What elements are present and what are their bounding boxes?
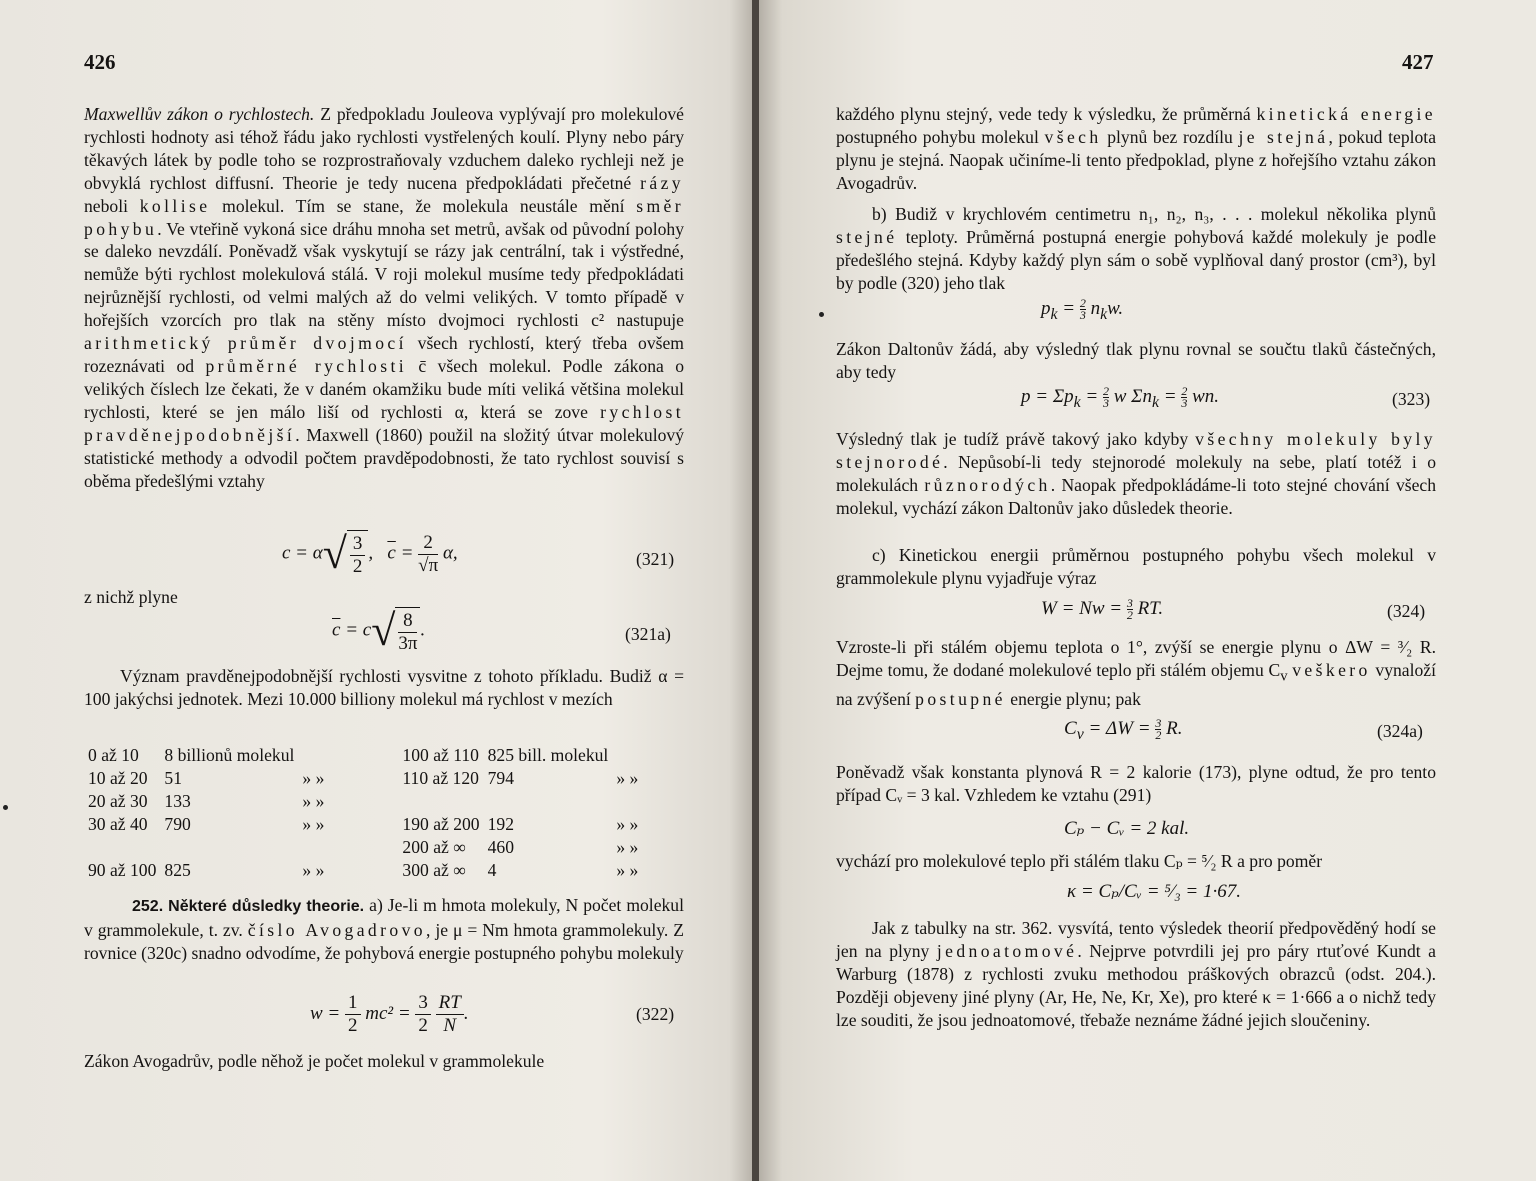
spaced-term: rychlost pravděnejpodobnější	[84, 401, 684, 445]
table-cell: 192	[487, 814, 514, 834]
spaced-term: kollise	[139, 195, 211, 216]
dalton-setup-paragraph	[836, 203, 1436, 295]
spaced-term: různorodých	[924, 474, 1051, 495]
equation-322: w = $\frac{1}{2}$ mc² = $\frac{3}{2}$ $\frac{RT}{N}$ .	[310, 992, 469, 1036]
equation-label: (321)	[636, 549, 675, 569]
spaced-term: je stejná	[1238, 126, 1329, 147]
margin-dot	[3, 805, 8, 810]
table-cell: » »	[302, 814, 325, 834]
page-number: 426	[84, 50, 116, 74]
table-cell: 794	[487, 768, 514, 788]
table-cell	[342, 790, 483, 813]
table-cell: » »	[302, 791, 325, 811]
paragraph-intro: Maxwellův zákon o rychlostech.	[84, 104, 315, 124]
monatomic-paragraph	[836, 917, 1436, 1032]
table-row	[84, 790, 656, 813]
text-run: energie plynu; pak	[1005, 689, 1141, 710]
table-cell	[84, 836, 160, 859]
text-run: Jak z tabulky na str. 362. vysvítá, tento výsledek theorií předpověděný hodí se jen na plyny	[836, 918, 1436, 961]
equation-321: c = α√ $\frac{3}{2}$ , $\overline{c}$ = $\frac{2}{√\pi}$ α,	[282, 529, 458, 578]
spaced-term: směr pohybu	[84, 195, 685, 239]
avogadro-paragraph	[836, 103, 1436, 195]
resultant-pressure-paragraph	[836, 428, 1436, 520]
table-cell: 0 až 10	[88, 745, 139, 765]
table-cell	[298, 836, 342, 859]
heat-capacity-paragraph: Vzroste-li při stálém objemu teplota o 1°, zvýší se energie plynu o ΔW = ³⁄₂ R. Dejme tomu, že dodané molekulové teplo při stálém objemu $C_v$ veškero vynaloží na zvýšení postupné energie plynu; pak	[836, 637, 1436, 710]
table-cell: » »	[616, 860, 639, 880]
equation-324a: $C_v = \Delta W$ = $\frac{3}{2}$ R.	[1064, 716, 1183, 743]
text-run: Výsledný tlak je tudíž právě takový jako kdyby	[836, 429, 1196, 449]
spaced-term: rázy	[640, 172, 684, 193]
table-cell: » »	[616, 814, 639, 834]
equation-label: (324a)	[1377, 721, 1423, 741]
table-cell: 300 až ∞	[402, 860, 466, 880]
text-run: Z předpokladu Jouleova vyplývají pro molekulové rychlosti hodnoty asi téhož řádu jako rychlosti vystřelených koulí. Plyny nebo páry těkavých látek by podle toho se rozprostraňovaly vzduchem daleko rychleji než je obvyklá rychlost diffusní. Theorie je tedy nucena předpokládati přečetné	[84, 104, 684, 193]
table-row	[84, 813, 656, 836]
text-run: . Nepůsobí-li tedy stejnorodé molekuly na sebe, platí totéž i o molekulách	[836, 451, 1436, 495]
text-run: . Naopak předpokládáme-li toto stejné chování všech molekul, vychází zákon Daltonův jako důsledek theorie.	[836, 474, 1436, 518]
table-cell: » »	[302, 768, 325, 788]
equation-partial-pressure: $p_k$ = $\frac{2}{3}$ $n_kw$.	[1041, 296, 1124, 323]
right-page	[759, 0, 1536, 1181]
example-paragraph: Význam pravděnejpodobnější rychlosti vysvitne z tohoto příkladu. Budiž α = 100 jakýchsi jednotek. Mezi 10.000 billiony molekul má rychlost v mezích	[84, 666, 684, 709]
text-run: c̄ všech molekul. Podle zákona o velikých číslech lze čekati, že v daném okamžiku bude míti veliká většina molekul rychlosti, které se jen málo liší od rychlosti α, která se zove	[84, 355, 684, 422]
table-cell: 4	[487, 860, 497, 880]
spaced-term: stejné	[836, 226, 898, 247]
text-run: každého plynu stejný, vede tedy k výsledku, že průměrná	[836, 104, 1257, 124]
table-cell	[160, 836, 298, 859]
spaced-term: veškero	[1292, 659, 1371, 680]
table-cell: 460	[487, 837, 514, 857]
table-cell: 51	[164, 768, 182, 788]
equation-323: $p = \Sigma p_k$ = $\frac{2}{3}$ w $\Sigma n_k$ = $\frac{2}{3}$ wn.	[1021, 384, 1219, 411]
section-title: Některé důsledky theorie.	[168, 898, 365, 915]
spaced-term: průměrné rychlosti	[205, 355, 408, 376]
equation-label: (322)	[636, 1004, 675, 1024]
table-cell: » »	[616, 768, 639, 788]
text-run: . Nejprve potvrdili jej pro páry rtuťové Kundt a Warburg (1878) z rychlosti zvuku methodou práškových obrazců (odst. 204.). Později objeveny jiné plyny (Ar, He, Ne, Kr, Xe), pro které κ = 1·666 a o nichž tedy lze souditi, že jsou jednoatomové, třebaže neznáme žádné jejich sloučeniny.	[836, 940, 1436, 1030]
table-cell: 10 až 20	[88, 768, 148, 788]
spaced-term: postupné	[915, 689, 1006, 710]
equation-324: W = Nw = $\frac{3}{2}$ RT.	[1041, 596, 1164, 623]
spaced-term: všech	[1044, 126, 1102, 147]
spaced-term: kinetická energie	[1256, 104, 1436, 124]
equation-label: (323)	[1392, 389, 1431, 409]
maxwell-paragraph	[84, 103, 684, 492]
margin-dot	[819, 312, 824, 317]
book-gutter	[752, 0, 759, 1181]
spaced-term: všechny molekuly byly stejnorodé	[836, 429, 1436, 472]
kinetic-energy-paragraph: c) Kinetickou energii průměrnou postupného pohybu všech molekul v grammolekule plynu vyjadřuje výraz	[836, 545, 1436, 588]
text-run: postupného pohybu molekul	[836, 126, 1045, 147]
text-run: . Ve vteřině vykoná sice dráhu mnoha set metrů, avšak od původní polohy se daleko nevzdálí. Poněvadž však vyskytují se rázy jak centrální, tak i výstředné, nemůže býti rychlost molekulová stálá. V roji molekul musíme tedy předpokládati nejrůznější rychlosti, od velmi malých až do velmi velikých. V tomto případě v hořejších vzorcích pro tlak na stěny místo dvojmoci rychlosti c² nastupuje	[84, 218, 684, 331]
table-cell	[612, 744, 656, 767]
table-row	[84, 836, 656, 859]
equation-321a: $\overline{c} = c√$ $\frac{8}{3\pi}$ .	[332, 606, 426, 655]
text-run: . Maxwell (1860) použil na složitý útvar molekulový statistické methody a odvodil počtem pravděpodobnosti, že tato rychlost souvisí s oběma předešlými vztahy	[84, 424, 684, 491]
table-cell	[612, 790, 656, 813]
table-cell: 8 billionů molekul	[164, 745, 295, 765]
section-252-paragraph	[84, 894, 684, 965]
equation-label: (324)	[1387, 601, 1426, 621]
text-run: neboli	[84, 195, 140, 216]
text-run: molekul. Tím se stane, že molekula neustále mění	[210, 195, 637, 216]
text-run: vynaloží na zvýšení	[836, 659, 1436, 710]
table-cell: 30 až 40	[88, 814, 148, 834]
dalton-paragraph: Zákon Daltonův žádá, aby výsledný tlak plynu rovnal se součtu tlaků částečných, aby tedy	[836, 339, 1436, 382]
page-number: 427	[1402, 50, 1434, 74]
text-run: všech rychlostí, který třeba ovšem rozeznávati od	[84, 333, 684, 376]
table-cell: » »	[616, 837, 639, 857]
table-cell	[298, 744, 342, 767]
table-row	[84, 744, 656, 767]
table-cell: 110 až 120	[402, 768, 479, 788]
ratio-paragraph: vychází pro molekulové teplo při stálém tlaku Cₚ = ⁵⁄₂ R a pro poměr	[836, 851, 1323, 871]
text-run: , je μ = Nm hmota grammolekuly. Z rovnice (320c) snadno odvodíme, že pohybová energie postupného pohybu molekuly	[84, 919, 685, 963]
spaced-term: arithmetický průměr dvojmocí	[84, 333, 407, 354]
spaced-term: jednoatomové	[936, 940, 1078, 961]
text-run: b) Budiž v krychlovém centimetru n₁, n₂, n₃, . . . molekul několika plynů	[872, 204, 1436, 224]
table-cell: 825 bill. molekul	[487, 745, 609, 765]
table-cell: 133	[164, 791, 191, 811]
equation-label: (321a)	[625, 624, 671, 644]
left-page	[0, 0, 752, 1181]
equation-cp-cv: Cₚ − Cᵥ = 2 kal.	[1064, 818, 1190, 839]
table-cell: 20 až 30	[88, 791, 148, 811]
last-line: Zákon Avogadrův, podle něhož je počet molekul v grammolekule	[84, 1051, 545, 1071]
table-cell	[484, 790, 613, 813]
table-cell: 200 až ∞	[402, 837, 466, 857]
table-cell: 825	[164, 860, 191, 880]
table-cell: 190 až 200	[402, 814, 480, 834]
section-number: 252.	[132, 898, 164, 915]
table-cell: 790	[164, 814, 191, 834]
text-run: , pokud teplota plynu je stejná. Naopak učiníme-li tento předpoklad, plyne z hořejšího vztahu zákon Avogadrův.	[836, 126, 1436, 193]
table-cell: 100 až 110	[402, 745, 479, 765]
table-cell: » »	[302, 860, 325, 880]
text-run: teploty. Průměrná postupná energie pohybová každé molekuly je podle předešlého stejná. Kdyby každý plyn sám o sobě vyplňoval daný prostor (cm³), byl by podle (320) jeho tlak	[836, 226, 1436, 293]
gas-constant-paragraph: Poněvadž však konstanta plynová R = 2 kalorie (173), plyne odtud, že pro tento případ Cᵥ = 3 kal. Vzhledem ke vztahu (291)	[836, 762, 1436, 805]
table-row	[84, 859, 656, 882]
z-nichz-text: z nichž plyne	[84, 587, 178, 607]
text-run: Vzroste-li při stálém objemu teplota o 1°, zvýší se energie plynu o ΔW = ³⁄₂ R. Dejme tomu, že dodané molekulové teplo při stálém objemu C	[836, 637, 1436, 680]
equation-kappa: κ = Cₚ/Cᵥ = ⁵⁄₃ = 1·67.	[1067, 881, 1242, 902]
text-run: plynů bez rozdílu	[1101, 126, 1239, 147]
table-row	[84, 767, 656, 790]
table-cell: 90 až 100	[88, 860, 157, 880]
spaced-term: číslo Avogadrovo	[247, 919, 426, 940]
text-run: a) Je-li m hmota molekuly, N počet molekul v grammolekule, t. zv.	[84, 895, 684, 940]
velocity-table	[84, 744, 656, 882]
